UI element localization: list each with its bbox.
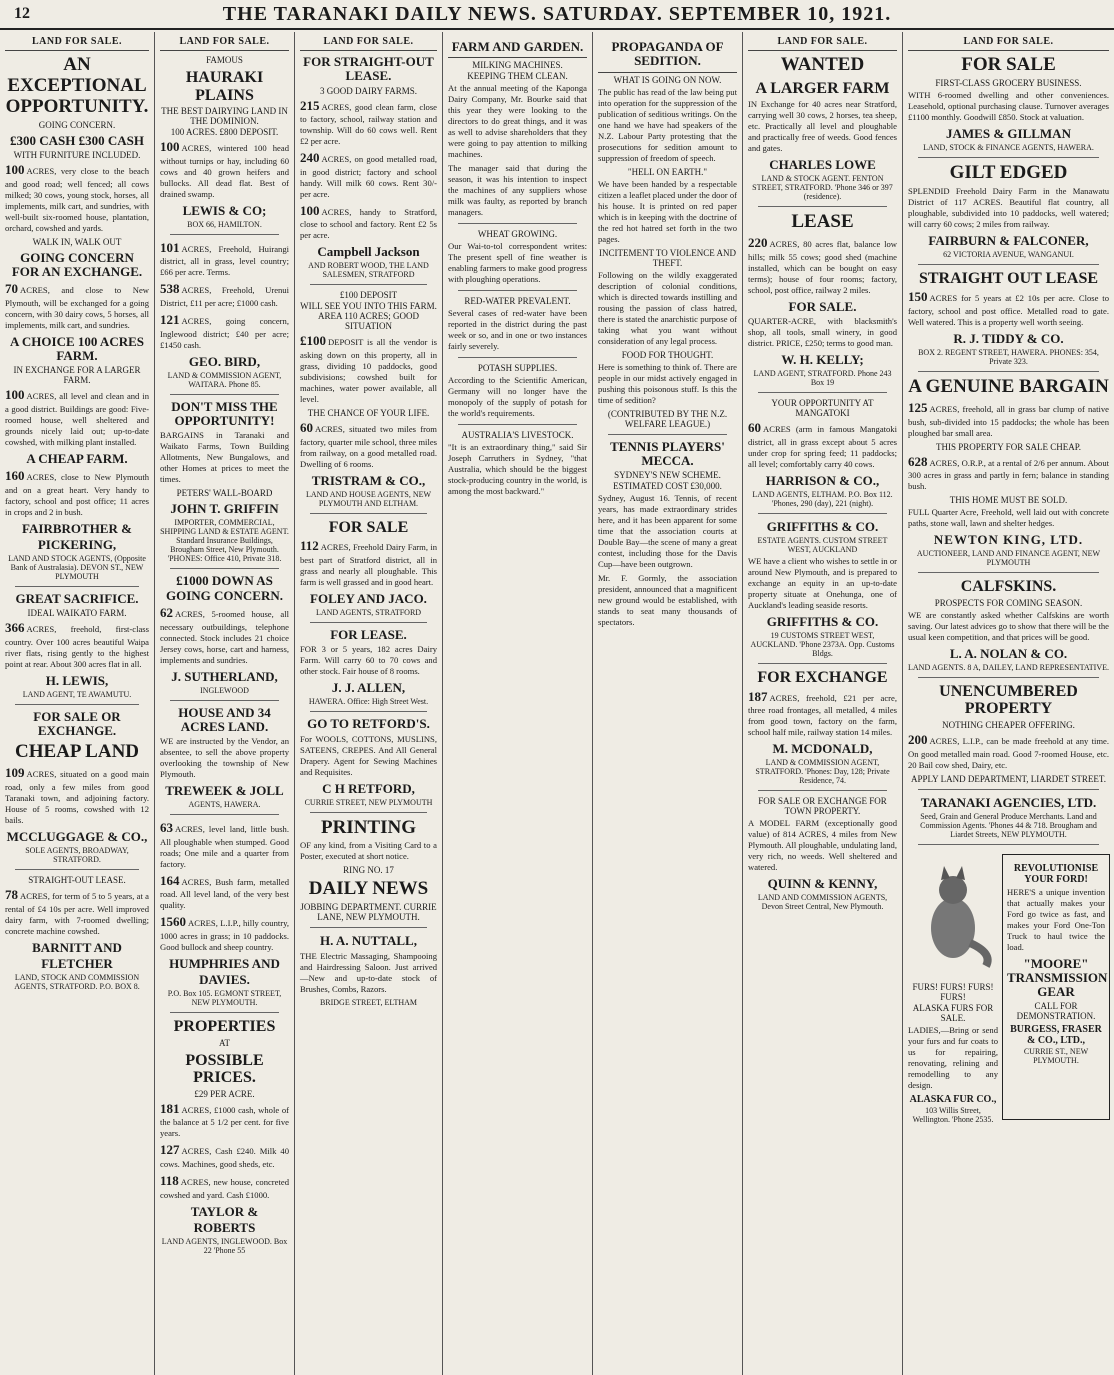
ad-subheading: THIS PROPERTY FOR SALE CHEAP. — [936, 441, 1081, 452]
agent-name: Campbell Jackson — [317, 244, 420, 260]
article-body: The manager said that during the season, it was his intention to inspect the machines of any suppliers whose milk was faulty, as reported by branch managers. — [448, 163, 587, 218]
agent-details: LAND AGENTS, ELTHAM. P.O. Box 112. 'Phones, 290 (day), 221 (night). — [752, 489, 893, 508]
section-header: LAND FOR SALE. — [300, 36, 437, 51]
ad-heading: A CHOICE 100 ACRES FARM. — [10, 333, 144, 364]
fur-ad — [908, 850, 998, 1124]
agent-name: HUMPHRIES AND DAVIES. — [169, 955, 280, 987]
ford-gear-ad — [1002, 854, 1110, 1120]
section-header: LAND FOR SALE. — [160, 36, 289, 51]
article-credit: (CONTRIBUTED BY THE N.Z. WELFARE LEAGUE.) — [607, 408, 728, 429]
ad-body: 78 ACRES, for term of 5 to 5 years, at a rental of £4 10s per acre. Well improved dairy farm, with 7-roomed dwelling; concrete machine cowshed. — [5, 886, 149, 936]
ad-heading: HOUSE AND 34 ACRES LAND. — [178, 704, 271, 734]
agent-details: SOLE AGENTS, BROADWAY, STRATFORD. — [25, 845, 129, 864]
ad-heading: FOR STRAIGHT-OUT LEASE. — [303, 54, 434, 84]
ad-heading: GREAT SACRIFICE. — [15, 590, 139, 606]
agent-details: LAND & STOCK AGENT. FENTON STREET, STRATFORD. 'Phone 346 or 397 (residence). — [752, 174, 893, 202]
ad-body: 100 ACRES, handy to Stratford, close to school and factory. Rent £2 5s per acre. — [300, 202, 437, 241]
divider — [170, 568, 279, 569]
ad-subheading: WILL SEE YOU INTO THIS FARM. AREA 110 ACRES; GOOD SITUATION — [300, 301, 437, 332]
agent-details: LAND AND STOCK AGENTS, (Opposite Bank of Australasia). DEVON ST., NEW PLYMOUTH — [8, 553, 146, 581]
agent-name: ALASKA FUR CO., — [909, 1093, 997, 1105]
divider — [310, 513, 427, 514]
agent-name: FOLEY AND JACO. — [310, 590, 427, 606]
article-heading: TENNIS PLAYERS' MECCA. — [610, 438, 725, 468]
ad-body: 112 ACRES, Freehold Dairy Farm, in best part of Stratford district, all in grass and nearly all ploughable. This farm is well grassed and in good heart. — [300, 538, 437, 587]
agent-name: TRISTRAM & CO., — [311, 472, 426, 488]
column-2 — [155, 32, 295, 1375]
ad-body: HERE'S a unique invention that actually makes your Ford go twice as fast, and makes your Ford One-Ton Truck to haul twice the load. — [1007, 886, 1105, 952]
section-header: FARM AND GARDEN. — [448, 40, 587, 58]
agent-details: LAND, STOCK & FINANCE AGENTS, HAWERA. — [923, 142, 1094, 152]
ad-body: 109 ACRES, situated on a good main road, only a few miles from good Taranaki town, and adjoining factory. House of 5 rooms, cowshed with 12 bails. — [5, 765, 149, 825]
ad-heading: AN EXCEPTIONAL OPPORTUNITY. — [5, 54, 149, 117]
ad-subheading: APPLY LAND DEPARTMENT, LIARDET STREET. — [911, 773, 1106, 784]
ad-body: 220 ACRES, 80 acres flat, balance low hills; milk 55 cows; good shed (machine installed, which can be bought on easy terms); house of four rooms; factory, school, post office, railway 2 miles. — [748, 235, 897, 295]
ad-subheading: FURS! FURS! FURS! FURS! — [912, 981, 994, 1002]
column-5 — [593, 32, 743, 1375]
ad-body: WE are instructed by the Vendor, an absentee, to sell the above property overlooking the township of New Plymouth. — [160, 736, 289, 780]
article-body: According to the Scientific American, Germany will no longer have the monopoly of the supply of potash for the world's requirements. — [448, 375, 587, 419]
agent-details: AGENTS, HAWERA. — [188, 800, 261, 810]
divider — [170, 814, 279, 815]
ad-subheading: £29 PER ACRE. — [194, 1088, 255, 1099]
section-header: PROPAGANDA OF SEDITION. — [598, 40, 737, 73]
divider — [918, 789, 1099, 790]
agent-details: LAND, STOCK AND COMMISSION AGENTS, STRATFORD. P.O. BOX 8. — [14, 972, 140, 991]
divider — [170, 394, 279, 395]
column-4 — [443, 32, 593, 1375]
ad-body: 118 ACRES, new house, concreted cowshed and yard. Cash £1000. — [160, 1173, 289, 1200]
divider — [458, 290, 577, 291]
agent-details: LAND AND COMMISSION AGENTS, Devon Street Central, New Plymouth. — [757, 893, 888, 912]
divider — [918, 264, 1099, 265]
ad-subheading: £100 DEPOSIT — [339, 290, 398, 301]
ad-heading: GILT EDGED — [949, 161, 1068, 183]
ad-body: THE Electric Massaging, Shampooing and Hairdressing Saloon. Just arrived—New and up-to-date stock of Brushes, Combs, Razors. — [300, 951, 437, 995]
agent-details: LAND AGENTS, STRATFORD — [315, 607, 422, 617]
divider — [458, 424, 577, 425]
agent-name: J. SUTHERLAND, — [171, 668, 278, 684]
ad-body: For WOOLS, COTTONS, MUSLINS, SATEENS, CREPES. And All General Drapery. Agent for Sewing Machines and Requisites. — [300, 733, 437, 777]
agent-name: GRIFFITHS & CO. — [766, 613, 879, 629]
agent-name: H. LEWIS, — [45, 672, 109, 688]
column-6 — [743, 32, 903, 1375]
page-number: 12 — [14, 5, 30, 22]
section-header: LAND FOR SALE. — [908, 36, 1109, 51]
ad-subheading: THIS HOME MUST BE SOLD. — [949, 495, 1068, 506]
agent-details: CURRIE STREET, NEW PLYMOUTH — [304, 797, 433, 807]
divider — [310, 812, 427, 813]
ad-body: QUARTER-ACRE, with blacksmith's shop, all tools, small winery, in good district. PRICE, £250; terms to good man. — [748, 316, 897, 349]
ad-heading: PRINTING — [320, 816, 416, 838]
divider — [758, 206, 887, 207]
article-body: We have been handed by a respectable citizen a leaflet placed under the door of his house. It is printed on red paper which is in keeping with the doctrine of the red hot hatred set forth in the two pages. — [598, 178, 737, 244]
divider — [918, 157, 1099, 158]
agent-name: JOHN T. GRIFFIN — [170, 501, 279, 517]
ad-heading: FOR SALE — [961, 54, 1056, 75]
ad-subheading: FOR SALE OR EXCHANGE FOR TOWN PROPERTY. — [758, 796, 887, 817]
ad-subheading: IN EXCHANGE FOR A LARGER FARM. — [13, 365, 141, 386]
ad-body: 121 ACRES, going concern, Inglewood district; £40 per acre; £1450 cash. — [160, 312, 289, 350]
agent-details: BRIDGE STREET, ELTHAM — [319, 998, 418, 1008]
ad-body: 187 ACRES, freehold, £21 per acre, three road frontages, all metalled, 4 miles from good town, factory on the farm, school half mile, railway station 14 miles. — [748, 688, 897, 738]
article-subheading: INCITEMENT TO VIOLENCE AND THEFT. — [598, 247, 737, 268]
ad-heading: FOR SALE. — [788, 299, 857, 314]
ad-subheading: PETERS' WALL-BOARD — [176, 488, 273, 499]
ad-subheading: 100 ACRES. £800 DEPOSIT. — [170, 127, 279, 138]
ad-heading: POSSIBLE PRICES. — [185, 1051, 264, 1087]
ad-body: 160 ACRES, close to New Plymouth and on a great heart. Very handy to factory, school and post office; 11 acres in crops and 2 in bush. — [5, 468, 149, 517]
ad-body: BARGAINS in Taranaki and Waikato Farms, Town Building Allotments, New Bungalows, and other Homes at prices to meet the times. — [160, 430, 289, 485]
ad-body: 1560 ACRES, L.I.P., hilly country, 1000 acres in grass; in 10 paddocks. Good bullock and sheep country. — [160, 914, 289, 952]
article-body: Our Wai-to-tol correspondent writes: The present spell of fine weather is enabling farmers to make good progress with ploughing operations. — [448, 241, 587, 285]
ad-subheading: FAMOUS — [206, 55, 243, 65]
ad-body: 150 ACRES for 5 years at £2 10s per acre. Close to factory, school and post office. Metalled road to gate. Well watered. This is a property well worth seeing. — [908, 289, 1109, 327]
ad-subheading: CALL FOR DEMONSTRATION. — [1016, 1001, 1096, 1022]
divider — [608, 434, 727, 435]
newspaper-title: THE TARANAKI DAILY NEWS. SATURDAY. SEPTEMBER 10, 1921. — [222, 2, 892, 25]
agent-details: P.O. Box 105. EGMONT STREET, NEW PLYMOUTH. — [167, 988, 282, 1007]
bottom-ads — [908, 850, 1109, 1124]
ad-subheading: YOUR OPPORTUNITY AT MANGATOKI — [771, 398, 874, 419]
ad-subheading: FIRST-CLASS GROCERY BUSINESS. — [935, 77, 1082, 88]
column-1 — [0, 32, 155, 1375]
ad-subheading: IDEAL WAIKATO FARM. — [27, 608, 127, 619]
divider — [170, 234, 279, 235]
article-body: Sydney, August 16. Tennis, of recent years, has made extraordinary strides here, and it has been apparent for some time that the association courts at Double Bay—the scene of many a great contest, including those for the Davis Cup—have been outgrown. — [598, 493, 737, 570]
agent-details: BOX 66, HAMILTON. — [187, 219, 262, 229]
agent-details: HAWERA. Office: High Street West. — [308, 697, 429, 707]
agent-name: BARNITT AND FLETCHER — [32, 939, 122, 971]
ad-subheading: AT — [219, 1037, 230, 1048]
ad-body: A MODEL FARM (exceptionally good value) of 814 ACRES, 4 miles from New Plymouth. All ploughable, undulating land, very rich, no weeds. Well sheltered and watered. — [748, 818, 897, 873]
ad-heading: FOR EXCHANGE — [757, 668, 888, 686]
ad-subheading: WALK IN, WALK OUT — [32, 236, 122, 247]
ad-heading: GO TO RETFORD'S. — [307, 716, 430, 732]
agent-details: AND ROBERT WOOD, THE LAND SALESMEN, STRATFORD — [308, 261, 429, 280]
article-body: The public has read of the law being put into operation for the suppression of the publication of seditious writings. On the one hand we have had speakers of the N.Z. Labour Party protesting that the prosecutions for sedition amount to suppression of freedom of speech. — [598, 86, 737, 163]
divider — [15, 704, 139, 705]
ad-body: 127 ACRES, Cash £240. Milk 40 cows. Machines, good sheds, etc. — [160, 1142, 289, 1169]
divider — [758, 392, 887, 393]
ad-heading: GOING CONCERN FOR AN EXCHANGE. — [11, 249, 143, 279]
masthead — [0, 0, 1114, 30]
ad-body: 215 ACRES, good clean farm, close to factory, school, railway station and township. Will do 60 cows well. Rent £2 per acre. — [300, 97, 437, 147]
ad-subheading: STRAIGHT-OUT LEASE. — [28, 874, 126, 885]
agent-details: IMPORTER, COMMERCIAL, SHIPPING LAND & ESTATE AGENT. Standard Insurance Buildings, Brougham Street, New Plymouth. 'PHONES: Office 410, Private 318. — [160, 518, 289, 564]
ad-heading: STRAIGHT OUT LEASE — [918, 269, 1099, 287]
ad-body: 181 ACRES, £1000 cash, whole of the balance at 5 1/2 per cent. for five years. — [160, 1100, 289, 1139]
ad-heading: CHEAP LAND — [14, 741, 140, 763]
column-3 — [295, 32, 443, 1375]
ad-body: IN Exchange for 40 acres near Stratford, carrying well 30 cows, 2 horses, tea sheep, etc. Practically all level and ploughable and practically free of weeds. Good fences and gates. — [748, 99, 897, 154]
ad-heading: "MOORE" TRANSMISSION GEAR — [1007, 955, 1108, 1000]
ad-body: 538 ACRES, Freehold, Urenui District, £11 per acre; £1000 cash. — [160, 281, 289, 309]
ad-body: OF any kind, from a Visiting Card to a Poster, executed at short notice. — [300, 840, 437, 862]
divider — [170, 1012, 279, 1013]
ad-body: 100 ACRES, very close to the beach and good road; well fenced; all cows milked; 30 cows, young stock, horses, all implements, milk cart, and sundries, with well-built six-roomed house, plantation, orchard, cowshed and yards. — [5, 161, 149, 233]
divider — [458, 223, 577, 224]
divider — [310, 284, 427, 285]
article-subheading: SYDNEY'S NEW SCHEME. — [614, 470, 721, 481]
agent-name: QUINN & KENNY, — [767, 876, 878, 892]
ad-body: 100 ACRES, wintered 100 head without turnips or hay, including 60 cows and 40 grown heifers and bullocks. All dead flat. Best of drained swamp. — [160, 139, 289, 199]
agent-name: L. A. NOLAN & CO. — [949, 645, 1068, 661]
article-subheading: WHEAT GROWING. — [477, 229, 558, 240]
agent-name: FAIRBURN & FALCONER, — [928, 232, 1089, 248]
ad-body: 240 ACRES, on good metalled road, in good district; factory and school handy. Will milk 60 cows. Rent 30/- per acre. — [300, 150, 437, 199]
agent-name: W. H. KELLY; — [781, 352, 864, 368]
ad-heading: A CHEAP FARM. — [26, 451, 128, 467]
divider — [15, 869, 139, 870]
ad-subheading: PROSPECTS FOR COMING SEASON. — [934, 597, 1083, 608]
divider — [758, 663, 887, 664]
divider — [310, 711, 427, 712]
ad-subheading: GOING CONCERN. — [38, 119, 116, 130]
agent-details: 103 Willis Street, Wellington. 'Phone 2535. — [912, 1105, 994, 1124]
ad-body: 366 ACRES, freehold, first-class country. Over 100 acres beautiful Waipa river flats, rising gently to the highest point at rear. About 300 acres flat in all. — [5, 620, 149, 669]
article-subheading: MILKING MACHINES. — [472, 60, 563, 71]
agent-details: ESTATE AGENTS. CUSTOM STREET WEST, AUCKLAND — [757, 535, 888, 554]
agent-name: JAMES & GILLMAN — [946, 125, 1071, 141]
article-body: Following on the wildly exaggerated description of colonial conditions, which is directed towards instilling and rousing the passion of class hatred, there is stated the anarchistic purpose of taking what you want without consideration of any legal process. — [598, 269, 737, 346]
agent-details: LAND AGENTS, INGLEWOOD. Box 22 'Phone 55 — [161, 1236, 288, 1255]
ad-body: 164 ACRES, Bush farm, metalled road. All level land, of the very best quality. — [160, 872, 289, 911]
divider — [918, 371, 1099, 372]
ad-body: SPLENDID Freehold Dairy Farm in the Manawatu District of 117 ACRES. Beautiful flat country, all ploughable, subdivided into 10 paddocks, well watered; will carry 60 cows; 2 miles from railway. — [908, 185, 1109, 229]
agent-name: J. J. ALLEN, — [331, 680, 406, 696]
ad-heading: FOR SALE OR EXCHANGE. — [33, 708, 121, 739]
ad-body: 62 ACRES, 5-roomed house, all necessary outbuildings, telephone connected. Stock includes 21 choice Jersey cows, horse, cart and harness, implements and sundries. — [160, 604, 289, 665]
ad-body: FOR 3 or 5 years, 182 acres Dairy Farm. Will carry 60 to 70 cows and other stock. Fair house of 8 rooms. — [300, 644, 437, 677]
ad-body: 101 ACRES, Freehold, Huirangi district, all in grass, level country; £66 per acre. Terms. — [160, 239, 289, 278]
article-subheading: ESTIMATED COST £30,000. — [613, 481, 722, 492]
ad-body: 200 ACRES, L.I.P., can be made freehold at any time. On good metalled main road. Good 7-roomed House, etc. 20 Bail cow shed, Dairy, etc. — [908, 731, 1109, 770]
ad-body: 70 ACRES, and close to New Plymouth, will be exchanged for a going concern, with 30 dairy cows, 5 horses, all implements, milk cart, and sundries. — [5, 281, 149, 330]
agent-details: LAND & COMMISSION AGENT, WAITARA. Phone 85. — [167, 370, 282, 389]
divider — [918, 572, 1099, 573]
ad-subheading: JOBBING DEPARTMENT. CURRIE LANE, NEW PLYMOUTH. — [300, 902, 437, 923]
ad-heading: WANTED — [780, 54, 865, 75]
ad-subheading: THE CHANCE OF YOUR LIFE. — [307, 408, 430, 419]
agent-name: FAIRBROTHER & PICKERING, — [22, 520, 132, 552]
ad-subheading: ALASKA FURS FOR SALE. — [912, 1002, 994, 1023]
article-subheading: KEEPING THEM CLEAN. — [467, 71, 568, 82]
agent-name: TARANAKI AGENCIES, LTD. — [920, 794, 1097, 810]
ad-heading: DAILY NEWS — [308, 878, 429, 900]
ad-heading: HAURAKI PLAINS — [185, 69, 264, 104]
ad-body: WITH 6-roomed dwelling and other conveniences. Leasehold, optional purchasing clause. Turnover averages £1100 monthly. Goodwill £850. Stock at valuation. — [908, 89, 1109, 122]
newspaper-columns — [0, 32, 1114, 1375]
ad-body: 125 ACRES, freehold, all in grass bar clump of native bush, sub-divided into 15 paddocks; the whole has been ploughed bar small area. — [908, 399, 1109, 438]
article-body: Here is something to think of. There are people in our midst actively engaged in pushing this poisonous stuff. Is this the time of sedition? — [598, 361, 737, 405]
ad-body: 628 ACRES, O.R.P., at a rental of 2/6 per annum. About 300 acres in grass and partly in fern; balance in standing bush. — [908, 453, 1109, 492]
ad-body: WE have a client who wishes to settle in or around New Plymouth, and is prepared to exchange an equity in an up-to-date property situate at Onehunga, one of Auckland's leading seaside resorts. — [748, 555, 897, 610]
ad-heading: DON'T MISS THE OPPORTUNITY! — [171, 398, 278, 428]
ad-heading: £1000 DOWN AS GOING CONCERN. — [165, 573, 283, 603]
ad-body: FULL Quarter Acre, Freehold, well laid out with concrete paths, stone wall, lawn and shelter hedges. — [908, 507, 1109, 529]
article-subheading: POTASH SUPPLIES. — [477, 363, 558, 374]
divider — [758, 513, 887, 514]
divider — [458, 357, 577, 358]
article-subheading: "HELL ON EARTH." — [627, 166, 708, 177]
agent-name: BURGESS, FRASER & CO., LTD., — [1010, 1024, 1102, 1047]
divider — [758, 790, 887, 791]
ad-body: 60 ACRES, situated two miles from factory, quarter mile school, three miles from railway, on a good metalled road. Dwelling of 6 rooms. — [300, 420, 437, 469]
agent-details: Seed, Grain and General Produce Merchants. Land and Commission Agents. 'Phones 44 & 718. Brougham and Liardet Streets, NEW PLYMOUTH. — [920, 811, 1097, 839]
ad-price: £300 CASH £300 CASH — [10, 132, 144, 148]
ad-body: £100 DEPOSIT is all the vendor is asking down on this property, all in grass, dividing 10 paddocks, good subdivisions; cowshed built for machines, water power available, all level. — [300, 333, 437, 405]
divider — [918, 677, 1099, 678]
agent-name: CHARLES LOWE — [769, 157, 876, 173]
ad-body: WE are constantly asked whether Calfskins are worth saving. Our latest advices go to show that there will be the usual keen competition, and that prices will be good. — [908, 609, 1109, 642]
agent-name: HARRISON & CO., — [765, 472, 880, 488]
agent-details: LAND AGENTS. 8 A, DAILEY, LAND REPRESENTATIVE. — [908, 662, 1109, 672]
section-header: LAND FOR SALE. — [748, 36, 897, 51]
agent-details: 19 CUSTOMS STREET WEST, AUCKLAND. 'Phone 2373A. Opp. Customs Bldgs. — [750, 630, 895, 658]
divider — [918, 844, 1099, 845]
section-header: LAND FOR SALE. — [5, 36, 149, 51]
ad-subheading: NOTHING CHEAPER OFFERING. — [942, 719, 1075, 730]
ad-body: 60 ACRES (arm in famous Mangatoki district, all in grass except about 5 acres under crop for spring feed; 11 paddocks; all level; comfortably carry 40 cows. — [748, 420, 897, 469]
article-body: Mr. F. Gormly, the association president, announced that a magnificent new ground would be established, with stands to seat many thousands of spectators. — [598, 573, 737, 628]
agent-name: M. MCDONALD, — [772, 741, 873, 757]
agent-name: NEWTON KING, LTD. — [933, 532, 1084, 548]
agent-details: LAND AND HOUSE AGENTS, NEW PLYMOUTH AND ELTHAM. — [305, 489, 432, 508]
article-subheading: FOOD FOR THOUGHT. — [621, 349, 714, 360]
article-body: "It is an extraordinary thing," said Sir Joseph Carruthers in Sydney, "that Australia, which should be the biggest stock-producing country in the world, is among the most backward." — [448, 442, 587, 497]
divider — [310, 927, 427, 928]
agent-name: GEO. BIRD, — [188, 353, 261, 369]
ad-subheading: RING NO. 17 — [343, 865, 394, 876]
article-body: Several cases of red-water have been reported in the district during the past week or so, and in one or two instances fairly severely. — [448, 308, 587, 352]
ad-body: 63 ACRES, level land, little bush. All ploughable when stumped. Good roads; One mile and a quarter from factory. — [160, 820, 289, 869]
ad-heading: A LARGER FARM — [755, 79, 890, 97]
agent-name: TAYLOR & ROBERTS — [190, 1203, 259, 1235]
ad-body: LADIES,—Bring or send your furs and fur coats to us for repairing, renovating, relining and remodelling to any design. — [908, 1024, 998, 1090]
agent-details: 62 VICTORIA AVENUE, WANGANUI. — [943, 249, 1074, 259]
ad-subheading: 3 GOOD DAIRY FARMS. — [319, 85, 417, 96]
agent-details: LAND & COMMISSION AGENT, STRATFORD. 'Phones: Day, 128; Private Residence, 74. — [755, 758, 890, 786]
ad-subheading: THE BEST DAIRYING LAND IN THE DOMINION. — [161, 106, 288, 127]
ad-heading: CALFSKINS. — [960, 578, 1057, 596]
article-subheading: RED-WATER PREVALENT. — [464, 296, 571, 307]
agent-details: BOX 2. REGENT STREET, HAWERA. PHONES: 354, Private 323. — [918, 348, 1099, 366]
agent-details: LAND AGENT, TE AWAMUTU. — [22, 689, 132, 699]
agent-name: GRIFFITHS & CO. — [766, 518, 879, 534]
ad-heading: PROPERTIES — [173, 1017, 276, 1035]
article-subheading: AUSTRALIA'S LIVESTOCK. — [461, 430, 574, 441]
divider — [15, 586, 139, 587]
agent-details: LAND AGENT, STRATFORD. Phone 243 Box 19 — [753, 369, 892, 388]
agent-name: LEWIS & CO; — [182, 202, 267, 218]
ad-subheading: WITH FURNITURE INCLUDED. — [13, 149, 141, 160]
agent-details: AUCTIONEER, LAND AND FINANCE AGENT, NEW PLYMOUTH — [916, 549, 1101, 568]
article-subheading: WHAT IS GOING ON NOW. — [613, 74, 722, 85]
ad-heading: FOR SALE — [328, 518, 409, 536]
ad-body: 100 ACRES, all level and clean and in a good district. Buildings are good: Five-roomed house, well sheltered and grounds nicely laid out; up-to-date cowshed, with milking plant installed. — [5, 387, 149, 448]
article-body: At the annual meeting of the Kaponga Dairy Company, Mr. Bourke said that this year they were looking to the directors to do great things, and it was as well to advise shareholders that they were going to pay attention to milking machines. — [448, 83, 587, 160]
ad-heading: A GENUINE BARGAIN — [908, 376, 1109, 397]
agent-name: C H RETFORD, — [322, 780, 415, 796]
agent-details: INGLEWOOD — [200, 685, 249, 695]
ad-heading: UNENCUMBERED PROPERTY — [939, 682, 1078, 718]
divider — [170, 700, 279, 701]
agent-details: CURRIE ST., NEW PLYMOUTH. — [1023, 1047, 1089, 1066]
fox-illustration-icon — [908, 858, 998, 968]
ad-heading: FOR LEASE. — [330, 626, 407, 642]
agent-name: R. J. TIDDY & CO. — [953, 331, 1064, 346]
agent-name: H. A. NUTTALL, — [320, 933, 417, 949]
agent-name: TREWEEK & JOLL — [165, 783, 284, 799]
ad-heading: LEASE — [791, 211, 854, 233]
divider — [310, 622, 427, 623]
column-7 — [903, 32, 1114, 1375]
agent-name: MCCLUGGAGE & CO., — [6, 828, 148, 844]
ad-heading: REVOLUTIONISE YOUR FORD! — [1013, 862, 1099, 885]
